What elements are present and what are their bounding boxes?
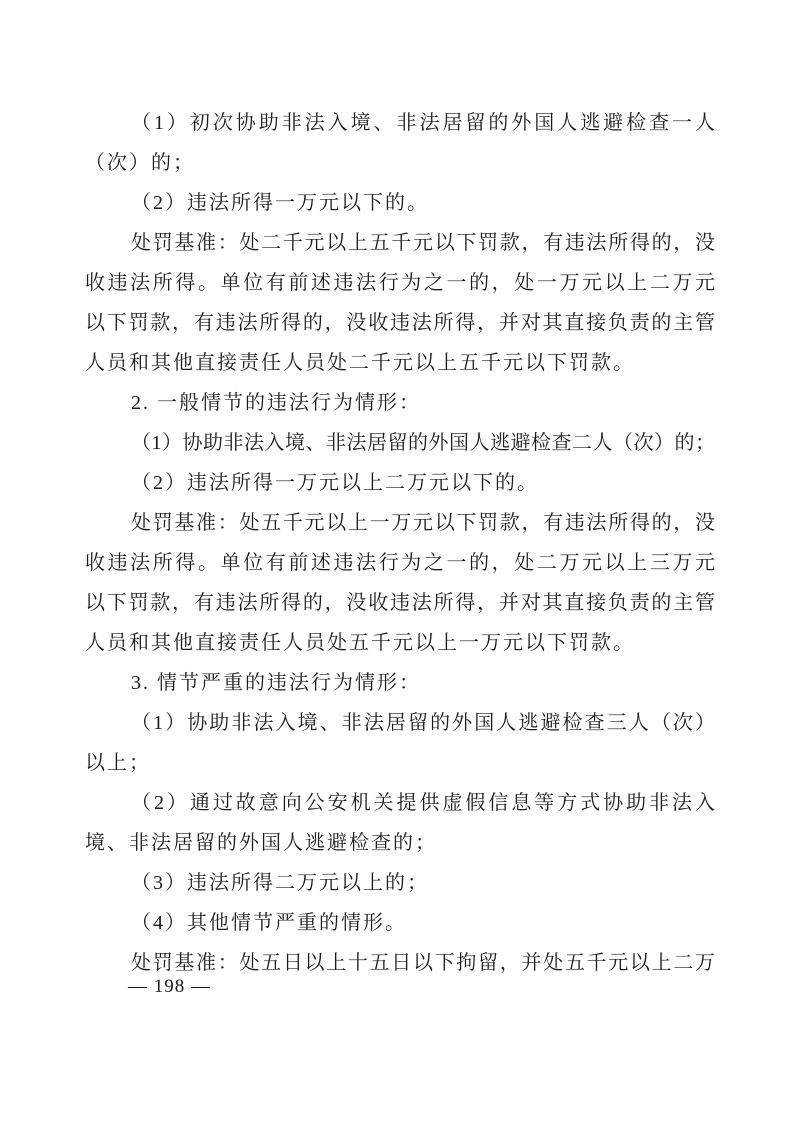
text-line: 以上； xyxy=(85,752,151,774)
text-line: 以下罚款，有违法所得的，没收违法所得，并对其直接负责的主管 xyxy=(85,312,715,334)
text-line: （3）违法所得二万元以上的； xyxy=(131,872,429,894)
text-line: 处罚基准：处二千元以上五千元以下罚款，有违法所得的，没 xyxy=(131,232,715,254)
text-line: 以下罚款，有违法所得的，没收违法所得，并对其直接负责的主管 xyxy=(85,592,715,614)
text-line: 收违法所得。单位有前述违法行为之一的，处一万元以上二万元 xyxy=(85,272,715,294)
text-line: （1）协助非法入境、非法居留的外国人逃避检查二人（次）的； xyxy=(131,432,715,454)
text-line: 人员和其他直接责任人员处二千元以上五千元以下罚款。 xyxy=(85,352,635,374)
text-line: （4）其他情节严重的情形。 xyxy=(131,912,407,934)
text-line: （次）的； xyxy=(85,152,195,174)
text-line: 人员和其他直接责任人员处五千元以上一万元以下罚款。 xyxy=(85,632,635,654)
text-line: （2）违法所得一万元以下的。 xyxy=(131,192,429,214)
text-line: 2. 一般情节的违法行为情形： xyxy=(131,392,421,414)
text-line: 收违法所得。单位有前述违法行为之一的，处二万元以上三万元 xyxy=(85,552,715,574)
text-line: 3. 情节严重的违法行为情形： xyxy=(131,672,421,694)
text-line: 境、非法居留的外国人逃避检查的； xyxy=(85,832,437,854)
page-number: — 198 — xyxy=(128,976,211,997)
text-line: 处罚基准：处五千元以上一万元以下罚款，有违法所得的，没 xyxy=(131,512,715,534)
text-line: （2）违法所得一万元以上二万元以下的。 xyxy=(131,472,539,494)
text-line: （1）协助非法入境、非法居留的外国人逃避检查三人（次） xyxy=(131,712,715,734)
legal-text-body xyxy=(85,103,715,983)
text-line: （2）通过故意向公安机关提供虚假信息等方式协助非法入 xyxy=(131,792,715,814)
text-line: （1）初次协助非法入境、非法居留的外国人逃避检查一人 xyxy=(131,112,715,134)
text-line: 处罚基准：处五日以上十五日以下拘留，并处五千元以上二万 xyxy=(131,952,715,974)
